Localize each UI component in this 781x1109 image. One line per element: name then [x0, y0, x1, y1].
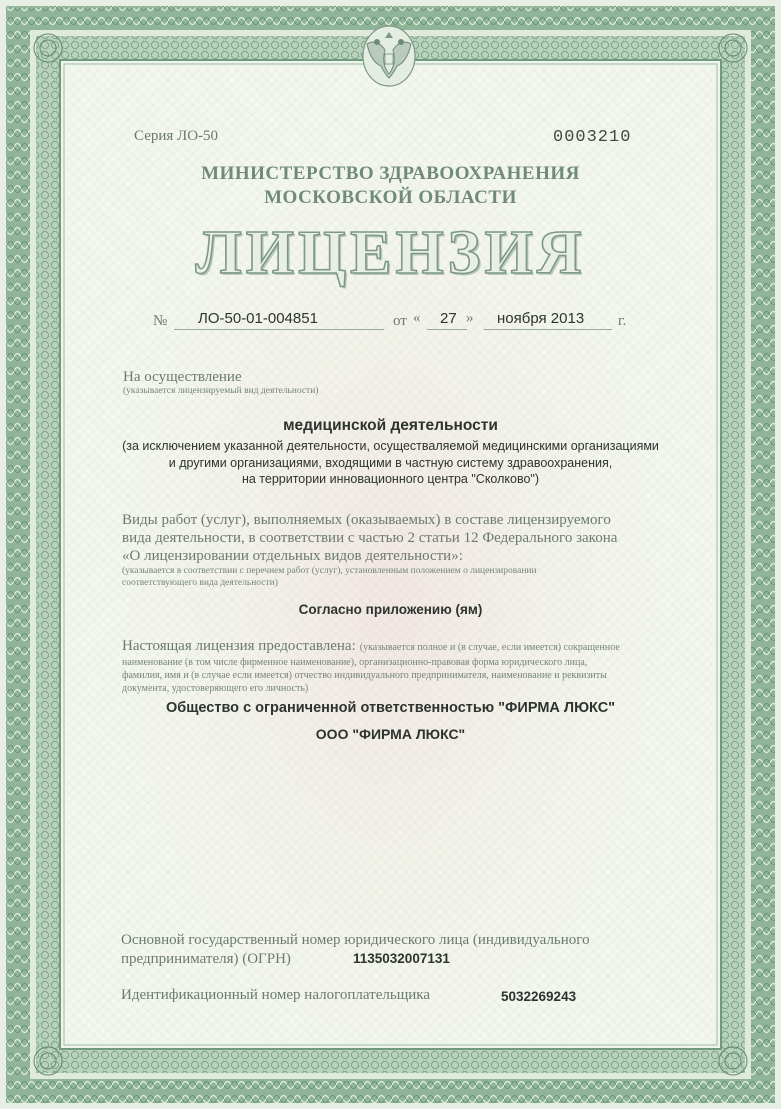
works-value: Согласно приложению (ям)	[298, 602, 483, 617]
number-sign: №	[153, 313, 168, 329]
year-suffix: г.	[618, 313, 627, 329]
grantee-short-name: ООО "ФИРМА ЛЮКС"	[315, 726, 466, 742]
works-hint-line-2: соответствующего вида деятельности)	[122, 578, 278, 588]
series-label: Серия ЛО-50	[134, 128, 219, 144]
day-underline	[427, 329, 467, 330]
ogrn-label-line-2: предпринимателя) (ОГРН)	[121, 951, 291, 967]
license-number-underline	[174, 329, 384, 330]
grantee-hint-1: (указывается полное и (в случае, если имеется) сокращенное	[359, 642, 620, 653]
ogrn-value: 1135032007131	[353, 951, 450, 966]
inn-label: Идентификационный номер налогоплательщика	[121, 987, 431, 1003]
grantee-hint-line-2: наименование (в том числе фирменное наименование), организационно-правовая форма юридического лица,	[122, 657, 588, 668]
works-hint-line-1: (указывается в соответствии с перечнем работ (услуг), установленным положением о лицензировании	[122, 566, 537, 576]
inn-value: 5032269243	[501, 989, 577, 1004]
activity-label: На осуществление	[123, 369, 242, 385]
activity-note-line-2: и другими организациями, входящими в частную систему здравоохранения,	[168, 455, 613, 470]
grantee-full-name: Общество с ограниченной ответственностью "ФИРМА ЛЮКС"	[165, 700, 616, 716]
ogrn-label-line-1: Основной государственный номер юридического лица (индивидуального	[121, 932, 590, 948]
coat-of-arms-icon	[355, 18, 423, 90]
grantee-label: Настоящая лицензия предоставлена:	[122, 638, 356, 654]
license-month-year: ноября 2013	[497, 310, 585, 327]
activity-note-line-1: (за исключением указанной деятельности, осуществаляемой медицинскими организациями	[122, 439, 659, 453]
quote-close: »	[466, 310, 474, 326]
license-day: 27	[440, 310, 457, 327]
ministry-line-2: МОСКОВСКОЙ ОБЛАСТИ	[264, 187, 517, 208]
ministry-name	[0, 162, 781, 210]
from-label: от	[393, 313, 407, 329]
serial-number: 0003210	[553, 128, 632, 147]
license-number: ЛО-50-01-004851	[198, 310, 318, 327]
works-line-3: «О лицензировании отдельных видов деятельности»:	[122, 548, 463, 564]
activity-hint: (указывается лицензируемый вид деятельности)	[123, 386, 319, 396]
works-hint	[122, 565, 657, 589]
activity-note	[0, 438, 781, 488]
grantee-hint	[122, 656, 657, 695]
quote-open: «	[413, 310, 421, 326]
activity-note-line-3: на территории инновационного центра "Сколково")	[241, 472, 540, 486]
grantee-block	[122, 637, 662, 655]
works-line-2: вида деятельности, в соответствии с частью 2 статьи 12 Федерального закона	[122, 530, 618, 546]
grantee-hint-line-3: фамилия, имя и (в случае если имеется) отчество индивидуального предпринимателя, наименование и реквизиты	[122, 670, 607, 681]
ministry-line-1: МИНИСТЕРСТВО ЗДРАВООХРАНЕНИЯ	[201, 163, 580, 184]
month-underline	[484, 329, 612, 330]
works-line-1: Виды работ (услуг), выполняемых (оказываемых) в составе лицензируемого	[122, 512, 611, 528]
activity-name: медицинской деятельности	[283, 417, 498, 434]
grantee-hint-line-4: документа, удостоверяющего его личность)	[122, 683, 309, 694]
works-text	[122, 511, 662, 565]
document-title: ЛИЦЕНЗИЯ	[195, 219, 586, 287]
